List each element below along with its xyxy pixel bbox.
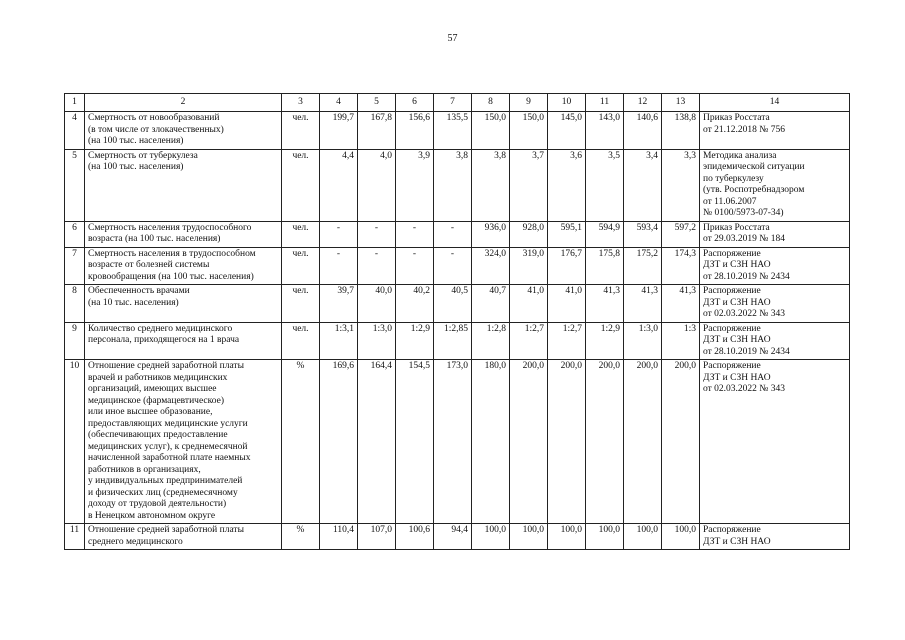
indicator-name bbox=[85, 322, 282, 360]
indicator-name-line: Количество среднего медицинского bbox=[88, 323, 233, 334]
value-cell: 41,3 bbox=[586, 285, 624, 323]
indicator-name-line: или иное высшее образование, bbox=[88, 407, 213, 417]
indicator-name-line: медицинское (фармацевтическое) bbox=[88, 395, 224, 406]
source-document-line: эпидемической ситуации bbox=[703, 162, 805, 172]
value-cell: 180,0 bbox=[472, 360, 510, 524]
value-cell: 3,3 bbox=[662, 149, 700, 221]
page-number: 57 bbox=[447, 33, 458, 44]
value-cell: 100,0 bbox=[510, 524, 548, 550]
column-number-cell: 6 bbox=[396, 94, 434, 112]
value-cell: 135,5 bbox=[434, 112, 472, 150]
table-row bbox=[65, 524, 850, 550]
source-document bbox=[700, 112, 850, 150]
indicator-name-line: Отношение средней заработной платы bbox=[88, 361, 244, 371]
value-cell: 143,0 bbox=[586, 112, 624, 150]
column-number-cell: 14 bbox=[700, 94, 850, 112]
table-row bbox=[65, 221, 850, 247]
indicator-name-line: Смертность населения трудоспособного bbox=[88, 222, 252, 233]
unit-cell: чел. bbox=[282, 112, 320, 150]
value-cell: 41,0 bbox=[548, 285, 586, 323]
source-document-line: Приказ Росстата bbox=[703, 222, 770, 233]
source-document-line: (утв. Роспотребнадзором bbox=[703, 185, 805, 195]
value-cell: 41,3 bbox=[662, 285, 700, 323]
value-cell: 3,9 bbox=[396, 149, 434, 221]
indicators-table bbox=[64, 93, 850, 550]
source-document-line: от 28.10.2019 № 2434 bbox=[703, 346, 790, 357]
column-number-cell: 8 bbox=[472, 94, 510, 112]
value-cell: 100,0 bbox=[548, 524, 586, 550]
value-cell: 1:2,9 bbox=[586, 322, 624, 360]
source-document-line: от 02.03.2022 № 343 bbox=[703, 384, 785, 394]
row-number: 6 bbox=[65, 221, 85, 247]
source-document-line: ДЗТ и СЗН НАО bbox=[703, 297, 771, 308]
value-cell: - bbox=[396, 221, 434, 247]
value-cell: 154,5 bbox=[396, 360, 434, 524]
column-number-cell: 5 bbox=[358, 94, 396, 112]
indicator-name bbox=[85, 285, 282, 323]
value-cell: 164,4 bbox=[358, 360, 396, 524]
value-cell: 94,4 bbox=[434, 524, 472, 550]
indicator-name-line: Обеспеченность врачами bbox=[88, 286, 190, 296]
source-document bbox=[700, 149, 850, 221]
source-document-line: от 21.12.2018 № 756 bbox=[703, 124, 785, 135]
column-number-cell: 10 bbox=[548, 94, 586, 112]
source-document-line: ДЗТ и СЗН НАО bbox=[703, 536, 771, 547]
value-cell: - bbox=[396, 247, 434, 285]
column-number-cell: 9 bbox=[510, 94, 548, 112]
source-document bbox=[700, 322, 850, 360]
row-number: 9 bbox=[65, 322, 85, 360]
row-number: 8 bbox=[65, 285, 85, 323]
column-number-cell: 13 bbox=[662, 94, 700, 112]
unit-cell: чел. bbox=[282, 221, 320, 247]
indicator-name-line: (обеспечивающих предоставление bbox=[88, 430, 228, 440]
table-row bbox=[65, 149, 850, 221]
value-cell: 100,0 bbox=[586, 524, 624, 550]
value-cell: 41,0 bbox=[510, 285, 548, 323]
value-cell: 175,8 bbox=[586, 247, 624, 285]
source-document-line: от 28.10.2019 № 2434 bbox=[703, 271, 790, 282]
row-number: 5 bbox=[65, 149, 85, 221]
source-document-line: Приказ Росстата bbox=[703, 113, 770, 123]
value-cell: 140,6 bbox=[624, 112, 662, 150]
source-document-line: ДЗТ и СЗН НАО bbox=[703, 260, 771, 270]
value-cell: 145,0 bbox=[548, 112, 586, 150]
value-cell: - bbox=[320, 221, 358, 247]
indicator-name bbox=[85, 360, 282, 524]
indicator-name-line: Смертность населения в трудоспособном bbox=[88, 248, 256, 259]
value-cell: 200,0 bbox=[624, 360, 662, 524]
value-cell: 200,0 bbox=[510, 360, 548, 524]
column-number-cell: 2 bbox=[85, 94, 282, 112]
indicator-name-line: (на 10 тыс. населения) bbox=[88, 297, 179, 308]
value-cell: 110,4 bbox=[320, 524, 358, 550]
indicator-name-line: среднего медицинского bbox=[88, 536, 183, 547]
column-number-cell: 3 bbox=[282, 94, 320, 112]
value-cell: 1:2,8 bbox=[472, 322, 510, 360]
value-cell: 100,6 bbox=[396, 524, 434, 550]
value-cell: 107,0 bbox=[358, 524, 396, 550]
value-cell: 40,5 bbox=[434, 285, 472, 323]
indicator-name-line: кровообращения (на 100 тыс. населения) bbox=[88, 271, 254, 282]
value-cell: 594,9 bbox=[586, 221, 624, 247]
row-number: 10 bbox=[65, 360, 85, 524]
value-cell: 1:3,0 bbox=[358, 322, 396, 360]
indicator-name-line: работников в организациях, bbox=[88, 464, 201, 475]
indicator-name-line: начисленной заработной плате наемных bbox=[88, 453, 251, 463]
indicator-name-line: возрасте от болезней системы bbox=[88, 260, 210, 270]
value-cell: 40,2 bbox=[396, 285, 434, 323]
value-cell: 1:3,1 bbox=[320, 322, 358, 360]
indicator-name-line: возраста (на 100 тыс. населения) bbox=[88, 234, 221, 244]
value-cell: 1:3,0 bbox=[624, 322, 662, 360]
indicator-name bbox=[85, 247, 282, 285]
source-document bbox=[700, 247, 850, 285]
source-document bbox=[700, 524, 850, 550]
value-cell: 3,8 bbox=[472, 149, 510, 221]
value-cell: 150,0 bbox=[510, 112, 548, 150]
column-number-cell: 4 bbox=[320, 94, 358, 112]
value-cell: 3,4 bbox=[624, 149, 662, 221]
value-cell: 150,0 bbox=[472, 112, 510, 150]
indicator-name-line: (на 100 тыс. населения) bbox=[88, 162, 184, 172]
value-cell: 319,0 bbox=[510, 247, 548, 285]
value-cell: - bbox=[358, 247, 396, 285]
column-number-cell: 7 bbox=[434, 94, 472, 112]
unit-cell: % bbox=[282, 360, 320, 524]
indicator-name-line: (в том числе от злокачественных) bbox=[88, 124, 224, 135]
value-cell: 100,0 bbox=[472, 524, 510, 550]
unit-cell: чел. bbox=[282, 285, 320, 323]
value-cell: 1:2,7 bbox=[548, 322, 586, 360]
source-document-line: Распоряжение bbox=[703, 361, 761, 371]
indicator-name-line: предоставляющих медицинские услуги bbox=[88, 418, 248, 429]
value-cell: 39,7 bbox=[320, 285, 358, 323]
indicator-name-line: Отношение средней заработной платы bbox=[88, 525, 244, 535]
row-number: 4 bbox=[65, 112, 85, 150]
indicator-name-line: Смертность от туберкулеза bbox=[88, 150, 198, 161]
indicator-name-line: персонала, приходящегося на 1 врача bbox=[88, 335, 240, 345]
table-row bbox=[65, 322, 850, 360]
value-cell: 200,0 bbox=[548, 360, 586, 524]
value-cell: 3,6 bbox=[548, 149, 586, 221]
source-document bbox=[700, 285, 850, 323]
column-number-cell: 1 bbox=[65, 94, 85, 112]
indicator-name bbox=[85, 221, 282, 247]
value-cell: 40,7 bbox=[472, 285, 510, 323]
value-cell: - bbox=[434, 247, 472, 285]
value-cell: 4,0 bbox=[358, 149, 396, 221]
source-document-line: Распоряжение bbox=[703, 525, 761, 535]
value-cell: 100,0 bbox=[662, 524, 700, 550]
indicator-name-line: у индивидуальных предпринимателей bbox=[88, 476, 243, 486]
value-cell: 3,5 bbox=[586, 149, 624, 221]
source-document bbox=[700, 360, 850, 524]
value-cell: 928,0 bbox=[510, 221, 548, 247]
value-cell: 176,7 bbox=[548, 247, 586, 285]
value-cell: - bbox=[434, 221, 472, 247]
unit-cell: % bbox=[282, 524, 320, 550]
unit-cell: чел. bbox=[282, 322, 320, 360]
value-cell: 156,6 bbox=[396, 112, 434, 150]
value-cell: 3,7 bbox=[510, 149, 548, 221]
value-cell: 1:2,7 bbox=[510, 322, 548, 360]
source-document bbox=[700, 221, 850, 247]
table-row bbox=[65, 360, 850, 524]
column-number-cell: 11 bbox=[586, 94, 624, 112]
value-cell: 175,2 bbox=[624, 247, 662, 285]
source-document-line: от 11.06.2007 bbox=[703, 196, 757, 207]
value-cell: 936,0 bbox=[472, 221, 510, 247]
column-number-cell: 12 bbox=[624, 94, 662, 112]
value-cell: 3,8 bbox=[434, 149, 472, 221]
source-document-line: по туберкулезу bbox=[703, 173, 764, 184]
value-cell: - bbox=[320, 247, 358, 285]
value-cell: 169,6 bbox=[320, 360, 358, 524]
column-number-row bbox=[65, 94, 850, 112]
value-cell: 173,0 bbox=[434, 360, 472, 524]
row-number: 7 bbox=[65, 247, 85, 285]
value-cell: 1:2,85 bbox=[434, 322, 472, 360]
value-cell: 100,0 bbox=[624, 524, 662, 550]
source-document-line: Распоряжение bbox=[703, 323, 761, 334]
value-cell: - bbox=[358, 221, 396, 247]
value-cell: 174,3 bbox=[662, 247, 700, 285]
value-cell: 597,2 bbox=[662, 221, 700, 247]
value-cell: 200,0 bbox=[662, 360, 700, 524]
source-document-line: от 29.03.2019 № 184 bbox=[703, 234, 785, 244]
source-document-line: № 0100/5973-07-34) bbox=[703, 208, 784, 218]
indicator-name-line: в Ненецком автономном округе bbox=[88, 510, 216, 521]
value-cell: 1:3 bbox=[662, 322, 700, 360]
value-cell: 138,8 bbox=[662, 112, 700, 150]
source-document-line: ДЗТ и СЗН НАО bbox=[703, 335, 771, 345]
table-row bbox=[65, 247, 850, 285]
value-cell: 595,1 bbox=[548, 221, 586, 247]
table-row bbox=[65, 112, 850, 150]
value-cell: 593,4 bbox=[624, 221, 662, 247]
value-cell: 41,3 bbox=[624, 285, 662, 323]
source-document-line: от 02.03.2022 № 343 bbox=[703, 309, 785, 319]
value-cell: 200,0 bbox=[586, 360, 624, 524]
unit-cell: чел. bbox=[282, 247, 320, 285]
source-document-line: Распоряжение bbox=[703, 248, 761, 259]
value-cell: 167,8 bbox=[358, 112, 396, 150]
indicator-name bbox=[85, 524, 282, 550]
indicator-name-line: и физических лиц (среднемесячному bbox=[88, 487, 238, 498]
value-cell: 40,0 bbox=[358, 285, 396, 323]
value-cell: 4,4 bbox=[320, 149, 358, 221]
indicator-name bbox=[85, 112, 282, 150]
indicator-name-line: (на 100 тыс. населения) bbox=[88, 136, 184, 146]
table-row bbox=[65, 285, 850, 323]
source-document-line: Методика анализа bbox=[703, 150, 777, 161]
indicator-name-line: доходу от трудовой деятельности) bbox=[88, 499, 227, 509]
indicator-name bbox=[85, 149, 282, 221]
indicator-name-line: медицинских услуг), к среднемесячной bbox=[88, 441, 248, 452]
unit-cell: чел. bbox=[282, 149, 320, 221]
source-document-line: Распоряжение bbox=[703, 286, 761, 296]
row-number: 11 bbox=[65, 524, 85, 550]
value-cell: 324,0 bbox=[472, 247, 510, 285]
source-document-line: ДЗТ и СЗН НАО bbox=[703, 372, 771, 383]
value-cell: 1:2,9 bbox=[396, 322, 434, 360]
indicator-name-line: Смертность от новообразований bbox=[88, 113, 220, 123]
indicator-name-line: врачей и работников медицинских bbox=[88, 372, 228, 383]
indicator-name-line: организаций, имеющих высшее bbox=[88, 384, 217, 394]
value-cell: 199,7 bbox=[320, 112, 358, 150]
